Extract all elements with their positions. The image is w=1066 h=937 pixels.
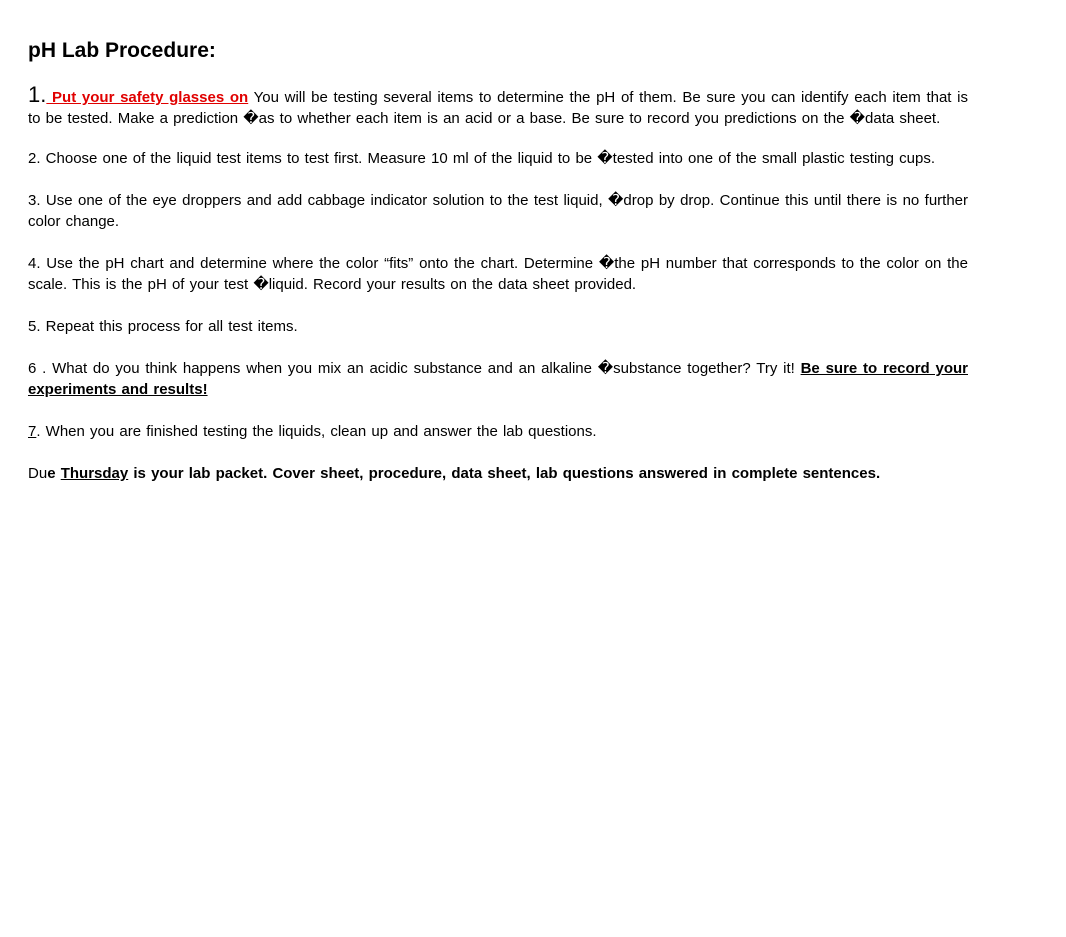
step-5-text: 5. Repeat this process for all test items. [28, 318, 298, 335]
due-note [28, 463, 968, 484]
step-7-text: . When you are finished testing the liquids, clean up and answer the lab questions. [36, 423, 597, 440]
step-2-text: 2. Choose one of the liquid test items to test first. Measure 10 ml of the liquid to be �tested into one of the small plastic testing cups. [28, 150, 936, 167]
record-results-emphasis: Be sure to record your experiments and results! [28, 360, 968, 398]
due-details: is your lab packet. Cover sheet, procedure, data sheet, lab questions answered in complete sentences. [128, 465, 881, 482]
safety-glasses-warning: Put your safety glasses on [46, 89, 249, 106]
step-6 [28, 358, 968, 400]
step-5 [28, 316, 968, 337]
step-7-number: 7 [28, 423, 37, 440]
step-7 [28, 421, 968, 442]
due-day: Thursday [60, 465, 129, 482]
step-1-text: You will be testing several items to determine the pH of them. Be sure you can identify each item that is to be tested. Make a prediction �as to whether each item is an acid or a base. Be sure to record you predictions on the �data sheet. [28, 89, 968, 127]
step-3 [28, 190, 968, 232]
due-e: e [47, 465, 61, 482]
step-1 [28, 84, 968, 129]
step-3-text: 3. Use one of the eye droppers and add cabbage indicator solution to the test liquid, �drop by drop. Continue this until there is no further color change. [28, 192, 968, 230]
step-1-number: 1. [28, 82, 47, 107]
step-4 [28, 253, 968, 295]
procedure-document [28, 36, 968, 505]
step-2 [28, 148, 968, 169]
page-title: pH Lab Procedure: [28, 39, 216, 62]
step-4-text: 4. Use the pH chart and determine where the color “fits” onto the chart. Determine �the pH number that corresponds to the color on the scale. This is the pH of your test �liquid. Record your results on the data sheet provided. [28, 255, 968, 293]
due-prefix: Du [28, 465, 48, 482]
step-6-text: 6 . What do you think happens when you mix an acidic substance and an alkaline �substance together? Try it! [28, 360, 801, 377]
